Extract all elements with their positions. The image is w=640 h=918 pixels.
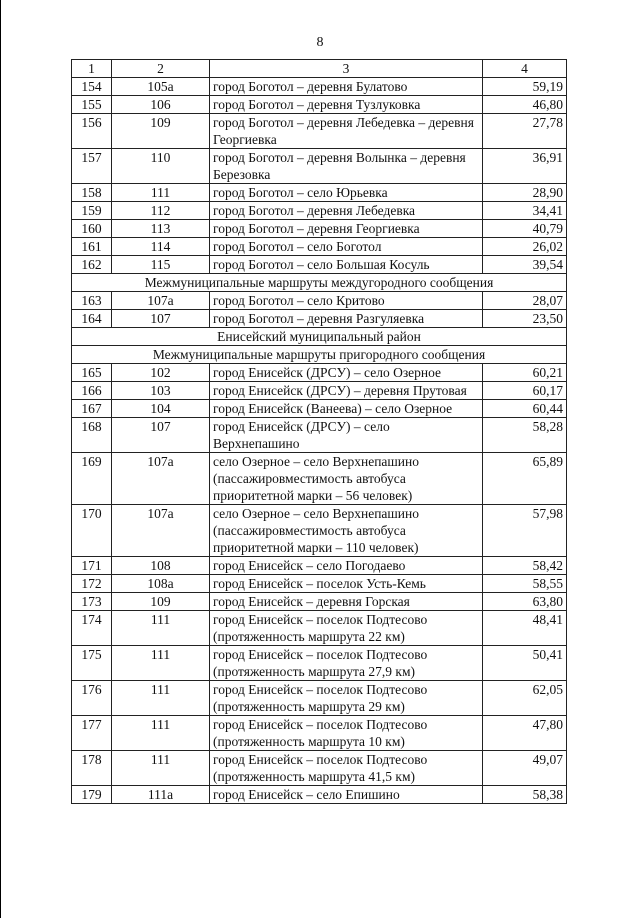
route-name-cell: город Боготол – деревня Лебедевка – деревня Георгиевка	[210, 114, 483, 149]
route-name-cell: город Боготол – село Юрьевка	[210, 184, 483, 202]
row-number-cell: 167	[72, 400, 112, 418]
row-number-cell: 160	[72, 220, 112, 238]
row-number-cell: 173	[72, 593, 112, 611]
route-name-cell: город Енисейск (ДРСУ) – село Озерное	[210, 364, 483, 382]
route-value-cell: 57,98	[483, 505, 567, 557]
route-name-cell: город Енисейск – поселок Усть-Кемь	[210, 575, 483, 593]
routes-table	[71, 59, 567, 804]
route-name-cell: город Енисейск – поселок Подтесово (протяженность маршрута 10 км)	[210, 716, 483, 751]
table-body-block-1	[72, 78, 567, 274]
route-value-cell: 59,19	[483, 78, 567, 96]
table-row	[72, 681, 567, 716]
table-row	[72, 310, 567, 328]
column-header-3: 3	[210, 60, 483, 78]
route-value-cell: 26,02	[483, 238, 567, 256]
route-name-cell: город Боготол – деревня Волынка – деревня Березовка	[210, 149, 483, 184]
table-row	[72, 575, 567, 593]
route-code-cell: 112	[112, 202, 210, 220]
row-number-cell: 164	[72, 310, 112, 328]
route-code-cell: 111	[112, 646, 210, 681]
table-row	[72, 256, 567, 274]
row-number-cell: 163	[72, 292, 112, 310]
section-title-intercity: Межмуниципальные маршруты междугородного сообщения	[72, 274, 567, 292]
table-header	[72, 60, 567, 78]
route-value-cell: 40,79	[483, 220, 567, 238]
route-value-cell: 58,55	[483, 575, 567, 593]
route-value-cell: 36,91	[483, 149, 567, 184]
route-value-cell: 60,21	[483, 364, 567, 382]
row-number-cell: 159	[72, 202, 112, 220]
route-value-cell: 27,78	[483, 114, 567, 149]
table-row	[72, 611, 567, 646]
row-number-cell: 176	[72, 681, 112, 716]
table-row	[72, 238, 567, 256]
table-row	[72, 184, 567, 202]
route-value-cell: 58,38	[483, 786, 567, 804]
row-number-cell: 174	[72, 611, 112, 646]
route-name-cell: город Боготол – село Критово	[210, 292, 483, 310]
route-code-cell: 111	[112, 611, 210, 646]
route-name-cell: город Енисейск – село Епишино	[210, 786, 483, 804]
route-value-cell: 60,44	[483, 400, 567, 418]
route-value-cell: 34,41	[483, 202, 567, 220]
route-code-cell: 104	[112, 400, 210, 418]
row-number-cell: 155	[72, 96, 112, 114]
section-intercity	[72, 274, 567, 292]
table-row	[72, 364, 567, 382]
route-code-cell: 108	[112, 557, 210, 575]
table-row	[72, 418, 567, 453]
row-number-cell: 165	[72, 364, 112, 382]
route-name-cell: город Енисейск – деревня Горская	[210, 593, 483, 611]
route-code-cell: 102	[112, 364, 210, 382]
route-value-cell: 48,41	[483, 611, 567, 646]
table-row	[72, 78, 567, 96]
table-row	[72, 646, 567, 681]
table-row	[72, 400, 567, 418]
row-number-cell: 178	[72, 751, 112, 786]
table-body-block-3	[72, 364, 567, 804]
route-name-cell: город Боготол – деревня Тузлуковка	[210, 96, 483, 114]
table-row	[72, 786, 567, 804]
table-row	[72, 292, 567, 310]
table-row	[72, 382, 567, 400]
route-name-cell: город Боготол – деревня Разгуляевка	[210, 310, 483, 328]
section-district	[72, 328, 567, 364]
table-row	[72, 751, 567, 786]
route-name-cell: город Боготол – село Большая Косуль	[210, 256, 483, 274]
route-code-cell: 111	[112, 716, 210, 751]
route-code-cell: 113	[112, 220, 210, 238]
row-number-cell: 177	[72, 716, 112, 751]
route-code-cell: 106	[112, 96, 210, 114]
route-value-cell: 58,42	[483, 557, 567, 575]
route-code-cell: 107а	[112, 453, 210, 505]
route-code-cell: 107	[112, 310, 210, 328]
route-name-cell: город Енисейск – поселок Подтесово (протяженность маршрута 27,9 км)	[210, 646, 483, 681]
row-number-cell: 169	[72, 453, 112, 505]
row-number-cell: 179	[72, 786, 112, 804]
route-value-cell: 65,89	[483, 453, 567, 505]
route-code-cell: 103	[112, 382, 210, 400]
route-name-cell: город Боготол – село Боготол	[210, 238, 483, 256]
row-number-cell: 166	[72, 382, 112, 400]
route-name-cell: город Енисейск – поселок Подтесово (протяженность маршрута 41,5 км)	[210, 751, 483, 786]
route-value-cell: 23,50	[483, 310, 567, 328]
section-title-district: Енисейский муниципальный район	[72, 328, 567, 346]
page-number: 8	[316, 35, 324, 50]
column-header-1: 1	[72, 60, 112, 78]
table-row	[72, 96, 567, 114]
row-number-cell: 156	[72, 114, 112, 149]
route-code-cell: 109	[112, 593, 210, 611]
table-row	[72, 593, 567, 611]
route-code-cell: 107	[112, 418, 210, 453]
route-value-cell: 63,80	[483, 593, 567, 611]
row-number-cell: 161	[72, 238, 112, 256]
route-name-cell: село Озерное – село Верхнепашино (пассажировместимость автобуса приоритетной марки – 56 человек)	[210, 453, 483, 505]
table-row	[72, 220, 567, 238]
row-number-cell: 168	[72, 418, 112, 453]
route-code-cell: 111а	[112, 786, 210, 804]
route-code-cell: 111	[112, 751, 210, 786]
route-name-cell: город Боготол – деревня Булатово	[210, 78, 483, 96]
column-header-2: 2	[112, 60, 210, 78]
route-name-cell: город Енисейск – село Погодаево	[210, 557, 483, 575]
route-code-cell: 111	[112, 184, 210, 202]
row-number-cell: 175	[72, 646, 112, 681]
route-value-cell: 39,54	[483, 256, 567, 274]
scan-edge-line	[0, 0, 1, 918]
row-number-cell: 171	[72, 557, 112, 575]
route-code-cell: 107а	[112, 292, 210, 310]
table-body-block-2	[72, 292, 567, 328]
route-name-cell: город Енисейск (ДРСУ) – деревня Прутовая	[210, 382, 483, 400]
route-code-cell: 107а	[112, 505, 210, 557]
route-code-cell: 109	[112, 114, 210, 149]
route-value-cell: 49,07	[483, 751, 567, 786]
table-row	[72, 149, 567, 184]
route-name-cell: село Озерное – село Верхнепашино (пассажировместимость автобуса приоритетной марки – 110 человек)	[210, 505, 483, 557]
route-code-cell: 115	[112, 256, 210, 274]
table-row	[72, 202, 567, 220]
route-code-cell: 111	[112, 681, 210, 716]
table-row	[72, 505, 567, 557]
table-row	[72, 716, 567, 751]
route-value-cell: 60,17	[483, 382, 567, 400]
route-value-cell: 47,80	[483, 716, 567, 751]
table-row	[72, 114, 567, 149]
route-name-cell: город Енисейск (Ванеева) – село Озерное	[210, 400, 483, 418]
route-value-cell: 46,80	[483, 96, 567, 114]
route-name-cell: город Боготол – деревня Георгиевка	[210, 220, 483, 238]
route-name-cell: город Енисейск – поселок Подтесово (протяженность маршрута 29 км)	[210, 681, 483, 716]
row-number-cell: 158	[72, 184, 112, 202]
table-row	[72, 557, 567, 575]
route-code-cell: 110	[112, 149, 210, 184]
route-name-cell: город Енисейск – поселок Подтесово (протяженность маршрута 22 км)	[210, 611, 483, 646]
row-number-cell: 154	[72, 78, 112, 96]
row-number-cell: 170	[72, 505, 112, 557]
row-number-cell: 157	[72, 149, 112, 184]
row-number-cell: 162	[72, 256, 112, 274]
route-name-cell: город Боготол – деревня Лебедевка	[210, 202, 483, 220]
route-value-cell: 50,41	[483, 646, 567, 681]
route-name-cell: город Енисейск (ДРСУ) – село Верхнепашино	[210, 418, 483, 453]
route-code-cell: 108а	[112, 575, 210, 593]
route-value-cell: 58,28	[483, 418, 567, 453]
route-code-cell: 105а	[112, 78, 210, 96]
section-title-suburban: Межмуниципальные маршруты пригородного сообщения	[72, 346, 567, 364]
route-value-cell: 28,90	[483, 184, 567, 202]
route-value-cell: 28,07	[483, 292, 567, 310]
table-row	[72, 453, 567, 505]
column-header-4: 4	[483, 60, 567, 78]
route-code-cell: 114	[112, 238, 210, 256]
route-value-cell: 62,05	[483, 681, 567, 716]
row-number-cell: 172	[72, 575, 112, 593]
